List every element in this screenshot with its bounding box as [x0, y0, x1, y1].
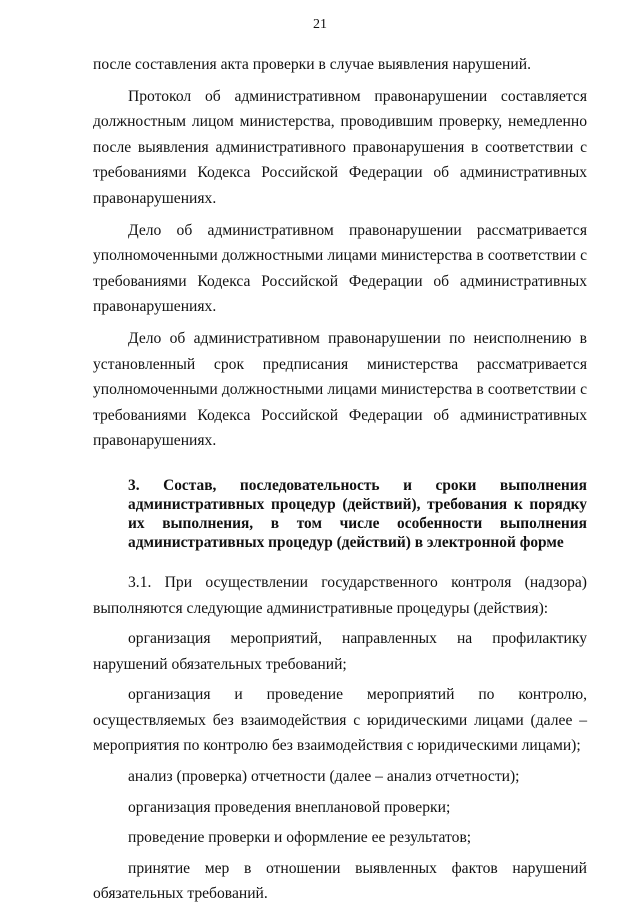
section-heading-line: административных процедур (действий), требования к порядку [128, 495, 587, 513]
section-intro: 3.1. При осуществлении государственного контроля (надзора) выполняются следующие административные процедуры (действия): [93, 573, 587, 617]
paragraph-protocol: Протокол об административном правонарушении составляется должностным лицом министерства, проводившим проверку, немедленно после выявления административного правонарушения в соответствии с требованиями Кодекса Российской Федерации об административных правонарушениях. [93, 87, 587, 207]
document-body [93, 52, 587, 907]
paragraph-case-review: Дело об административном правонарушении рассматривается уполномоченными должностными лицами министерства в соответствии с требованиями Кодекса Российской Федерации об административных правонарушениях. [93, 221, 587, 316]
list-item: организация и проведение мероприятий по контролю, осуществляемых без взаимодействия с юридическими лицами (далее – мероприятия по контролю без взаимодействия с юридическими лицами); [93, 686, 587, 755]
section-heading [93, 476, 587, 552]
list-item: анализ (проверка) отчетности (далее – анализ отчетности); [128, 768, 520, 786]
paragraph-case-nonfulfillment: Дело об административном правонарушении по неисполнению в установленный срок предписания министерства рассматривается уполномоченными должностными лицами министерства в соответствии с требованиями Кодекса Российской Федерации об административных правонарушениях. [93, 329, 587, 450]
list-item: организация проведения внеплановой проверки; [128, 798, 451, 816]
list-item: принятие мер в отношении выявленных фактов нарушений обязательных требований. [93, 859, 587, 903]
list-item: организация мероприятий, направленных на профилактику нарушений обязательных требований; [93, 630, 587, 673]
page-number: 21 [313, 17, 327, 32]
section-heading-line: их выполнения, в том числе особенности выполнения [128, 514, 587, 532]
section-heading-line: 3. Состав, последовательность и сроки выполнения [128, 476, 587, 494]
section-heading-line: административных процедур (действий) в электронной форме [128, 533, 564, 551]
paragraph-continuation: после составления акта проверки в случае выявления нарушений. [93, 56, 531, 73]
list-item: проведение проверки и оформление ее результатов; [128, 829, 472, 847]
